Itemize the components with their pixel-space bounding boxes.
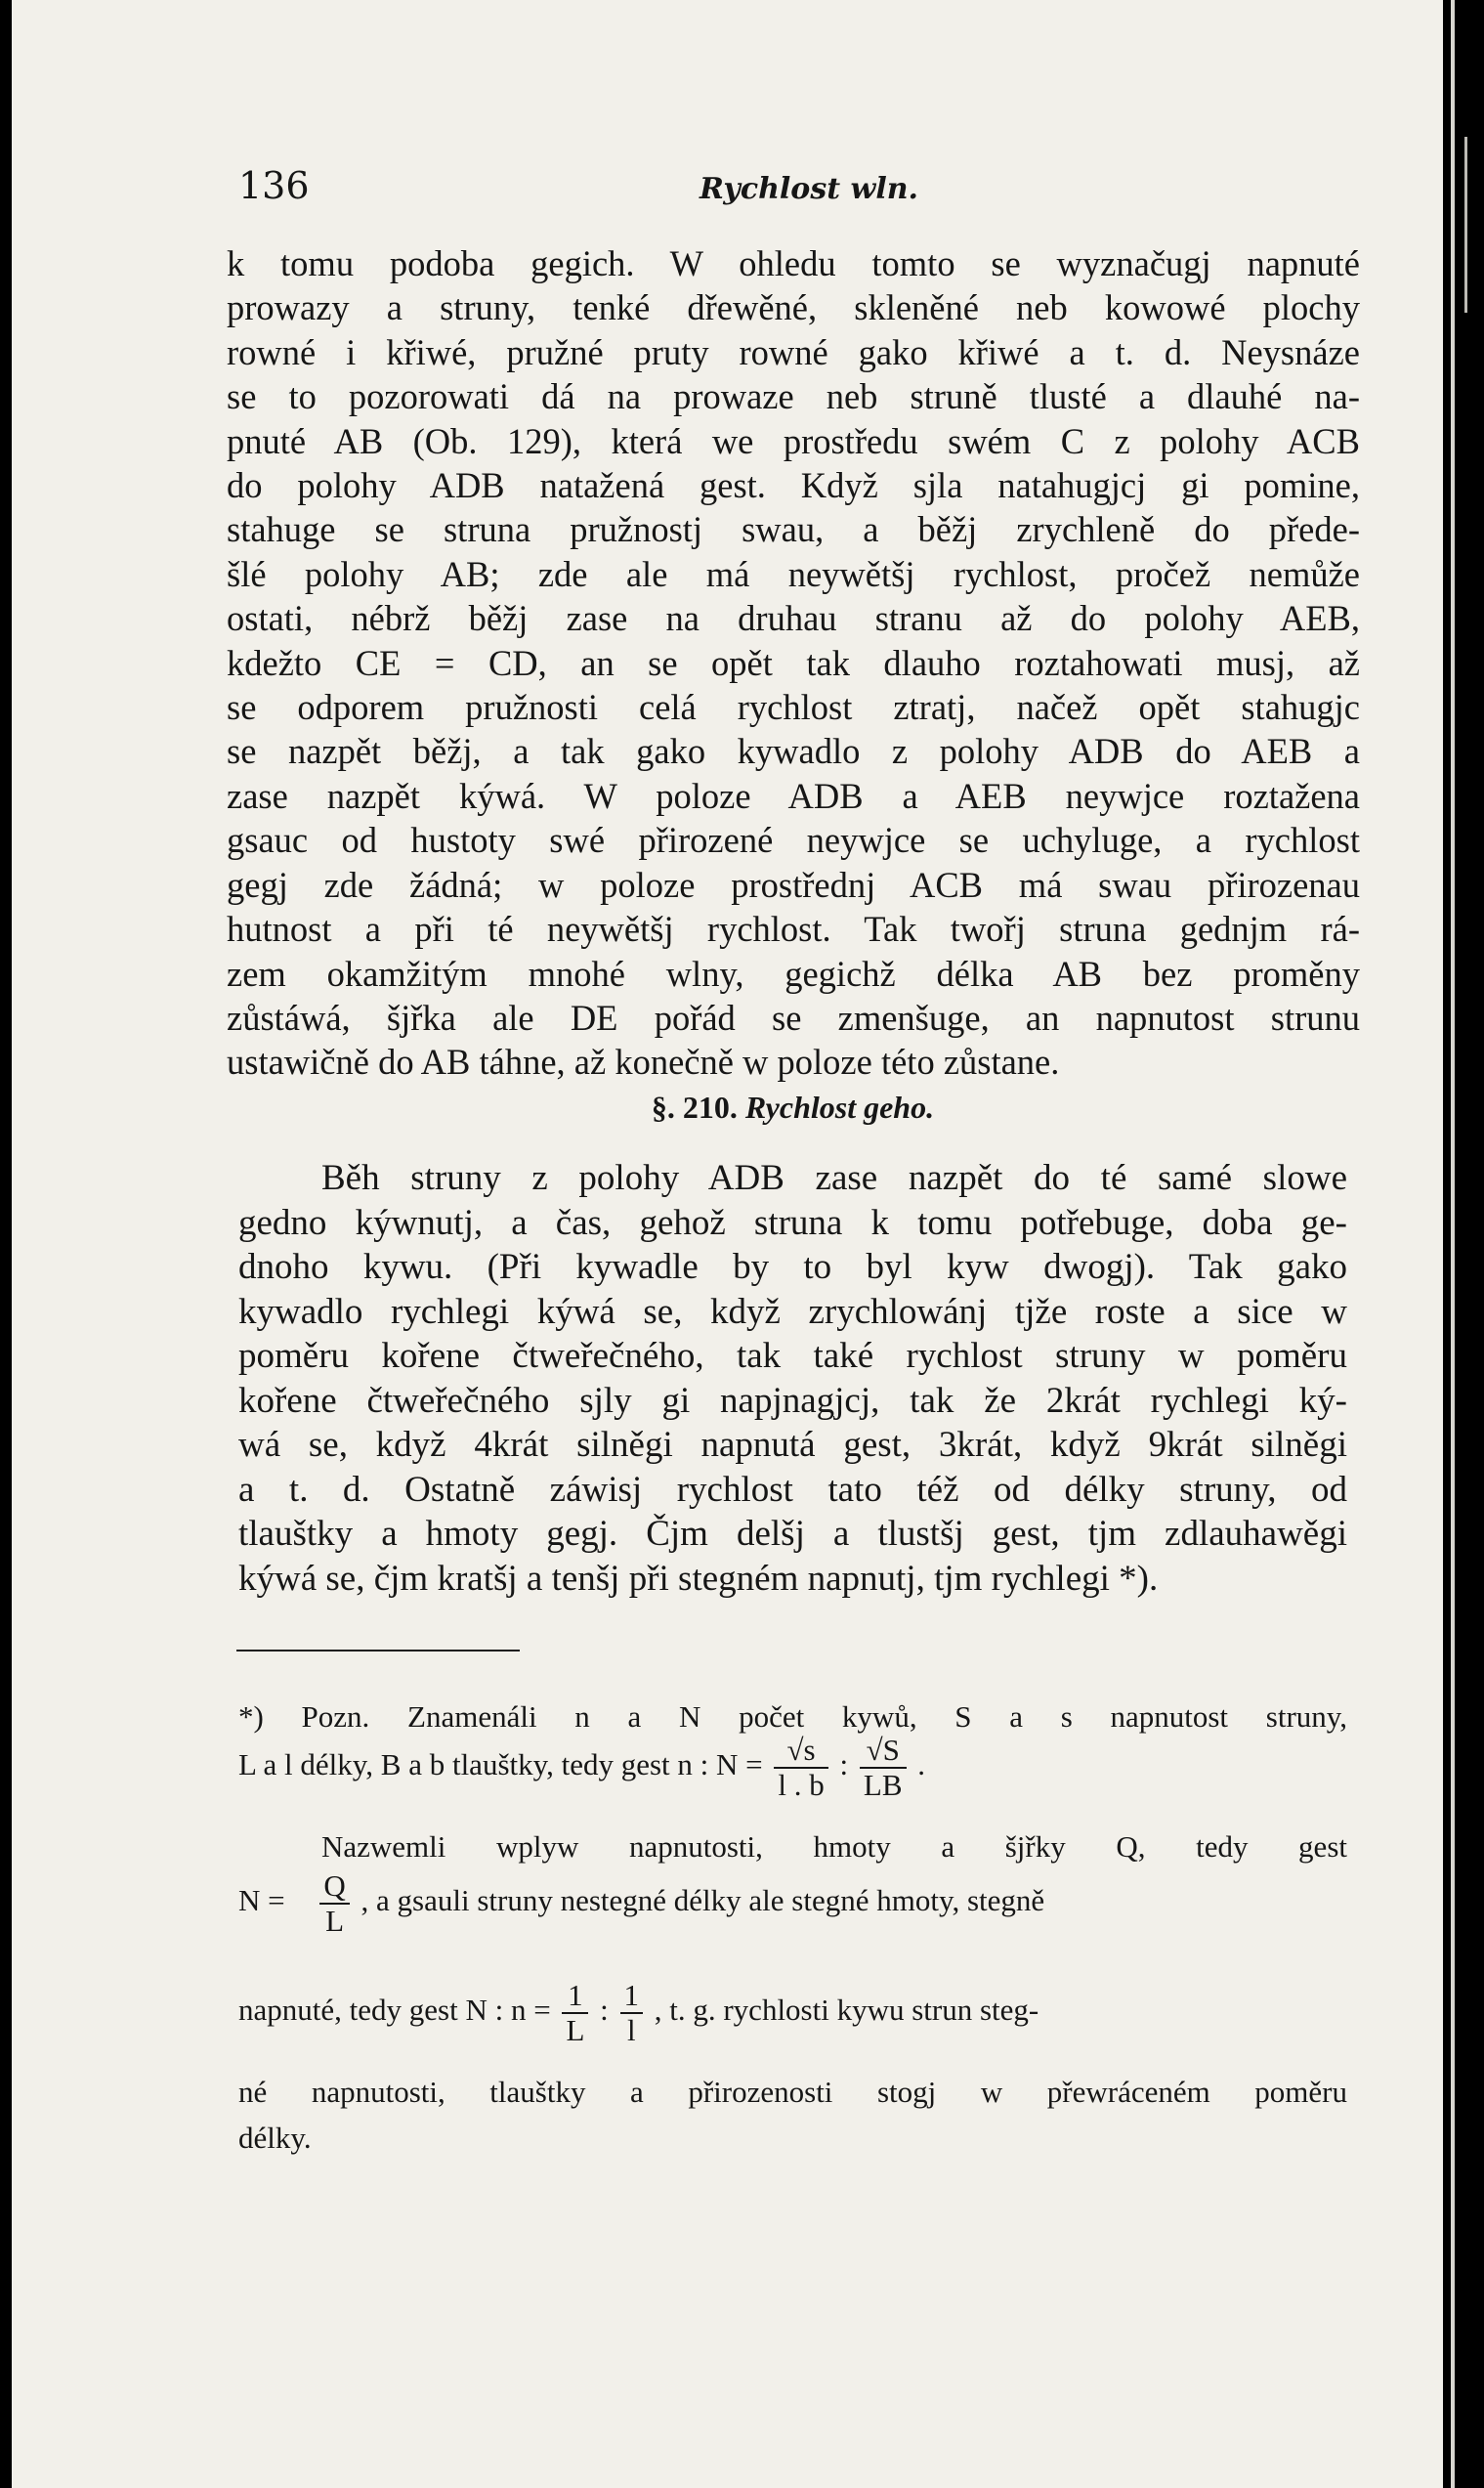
paragraph1-line: stahuge se struna pružnostj swau, a běžj zrychleně do přede- [227,509,1360,550]
section-heading [238,1088,1347,1127]
paragraph1-line: do polohy ADB natažená gest. Když sjla natahugjcj gi pomine, [227,465,1360,506]
fraction-4-denominator: l [626,2013,636,2047]
paragraph2-line: Běh struny z polohy ADB zase nazpět do té samé slowe [321,1158,1347,1198]
paragraph1-line: zem okamžitým mnohé wlny, gegichž délka AB bez proměny [227,953,1360,994]
paragraph1-line: se to pozorowati dá na prowaze neb struně tlusté a dlauhé na- [227,376,1360,417]
paragraph-2 [238,1156,1347,1601]
ratio-colon: : [839,1747,849,1782]
fraction-1-denominator: l . b [778,1768,825,1802]
paragraph2-line: kořene čtweřečného sjly gi napjnagjcj, tak že 2krát rychlegi ký- [238,1380,1347,1421]
footnote-line-3: Nazwemli wplyw napnutosti, hmoty a šjřky Q, tedy gest [321,1829,1347,1864]
section-title: Rychlost geho. [744,1090,935,1125]
paragraph1-line: ustawičně do AB táhne, až konečně w poloze této zůstane. [227,1042,1060,1083]
fraction-2-denominator: LB [863,1768,903,1802]
fraction-q-over-l [319,1869,349,1938]
footnote-line-7: délky. [238,2121,312,2155]
footnote-line-5-post: , t. g. rychlosti kywu strun steg- [654,1993,1039,2028]
paragraph2-line: kýwá se, čjm kratšj a tenšj při stegném napnutj, tjm rychlegi *). [238,1558,1159,1599]
footnote-formula-line [238,1734,1347,1823]
running-head: Rychlost wln. [700,172,918,206]
paragraph1-line: k tomu podoba gegich. W ohledu tomto se wyznačugj napnuté [227,243,1360,283]
fraction-2-numerator: √S [860,1734,907,1769]
fraction-q-numerator: Q [319,1869,349,1905]
paragraph1-line: gegj zde žádná; w poloze prostřednj ACB má swau přirozenau [227,864,1360,905]
fraction-1-numerator: √s [774,1734,827,1769]
paragraph1-line: hutnost a při té neywětšj rychlost. Tak twořj struna gednjm rá- [227,909,1360,950]
paragraph1-line: prowazy a struny, tenké dřewěné, skleněné neb kowowé plochy [227,287,1360,328]
fraction-3-denominator: L [566,2013,585,2047]
footnote-rule [236,1650,520,1652]
paragraph2-line: kywadlo rychlegi kýwá se, když zrychlowánj tjže roste a sice w [238,1291,1347,1332]
edge-line [1451,0,1455,2488]
fraction-3 [562,1979,588,2047]
paragraph2-line: poměru kořene čtweřečného, tak také rychlost struny w poměru [238,1336,1347,1376]
footnote-n-formula [238,1869,1347,1979]
section-number: §. 210. [651,1090,738,1125]
page-header [238,164,1372,223]
footnote-ratio-formula [238,1979,1347,2069]
fraction-3-numerator: 1 [562,1979,588,2014]
footnote-line-5-pre: napnuté, tedy gest N : n = [238,1993,551,2028]
fraction-4 [620,1979,644,2047]
footnote-line-1: *) Pozn. Znamenáli n a N počet kywů, S a s napnutost struny, [238,1699,1347,1734]
scan-edge [1443,0,1484,2488]
paragraph2-line: dnoho kywu. (Při kywadle by to byl kyw dwogj). Tak gako [238,1247,1347,1287]
paragraph2-line: wá se, když 4krát silněgi napnutá gest, 3krát, když 9krát silněgi [238,1425,1347,1465]
paragraph1-line: se odporem pružnosti celá rychlost ztratj, načež opět stahugjc [227,687,1360,728]
fraction-1 [774,1734,827,1802]
fraction-4-numerator: 1 [620,1979,644,2014]
paragraph1-line: zase nazpět kýwá. W poloze ADB a AEB neywjce roztažena [227,775,1360,816]
paragraph1-line: kdežto CE = CD, an se opět tak dlauho roztahowati musj, až [227,642,1360,683]
paragraph1-line: rowné i křiwé, pružné pruty rowné gako křiwé a t. d. Neysnáze [227,331,1360,372]
paragraph-1 [227,241,1360,1085]
footnote-line-6: né napnutosti, tlauštky a přirozenosti stogj w přewráceném poměru [238,2075,1347,2109]
n-lhs: N = [238,1883,285,1918]
paragraph1-line: se nazpět běžj, a tak gako kywadlo z polohy ADB do AEB a [227,731,1360,772]
fraction-2 [860,1734,907,1802]
formula-period: . [917,1747,926,1782]
footnote-line-2: L a l délky, B a b tlauštky, tedy gest n : N = [238,1747,763,1782]
paragraph-2-block [238,1090,1347,1601]
paragraph1-line: pnuté AB (Ob. 129), která we prostředu swém C z polohy ACB [227,420,1360,461]
paragraph2-line: gedno kýwnutj, a čas, gehož struna k tomu potřebuge, doba ge- [238,1202,1347,1243]
footnote-line-4: , a gsauli struny nestegné délky ale stegné hmoty, stegně [360,1883,1045,1918]
fraction-l-denominator: L [325,1904,345,1938]
edge-mark [1464,137,1467,313]
paragraph1-line: ostati, nébrž běžj zase na druhau stranu až do polohy AEB, [227,598,1360,639]
paragraph1-line: zůstáwá, šjřka ale DE pořád se zmenšuge, an napnutost strunu [227,997,1360,1038]
ratio-colon-2: : [600,1993,609,2028]
footnote [238,1694,1347,2161]
paragraph2-line: a t. d. Ostatně záwisj rychlost tato též od délky struny, od [238,1469,1347,1510]
paragraph2-line: tlauštky a hmoty gegj. Čjm delšj a tlustšj gest, tjm zdlauhawěgi [238,1514,1347,1554]
page-number: 136 [238,164,310,207]
paragraph1-line: šlé polohy AB; zde ale má neywětšj rychlost, pročež nemůže [227,553,1360,594]
paragraph1-line: gsauc od hustoty swé přirozené neywjce se uchyluge, a rychlost [227,820,1360,861]
